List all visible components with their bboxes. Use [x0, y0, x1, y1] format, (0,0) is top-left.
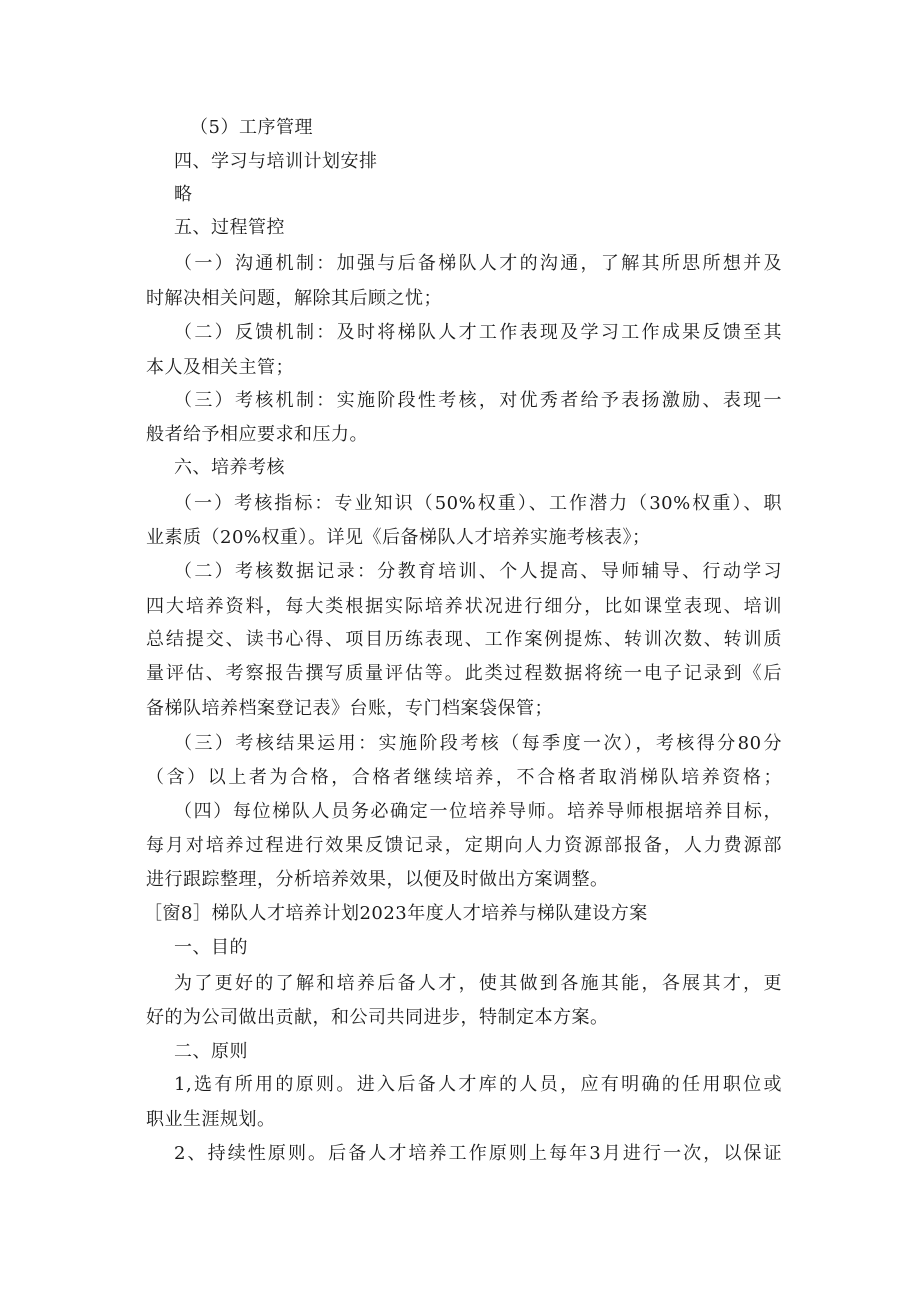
paragraph-line: 好的为公司做出贡献，和公司共同进步，特制定本方案。	[146, 1007, 609, 1028]
paragraph-line: 职业生涯规划。	[146, 1109, 276, 1130]
paragraph-line: （四）每位梯队人员务必确定一位培养导师。培养导师根据培养目标，	[174, 801, 782, 822]
paragraph-line: 般者给予相应要求和压力。	[146, 424, 368, 445]
paragraph-line: 为了更好的了解和培养后备人才，使其做到各施其能，各展其才，更	[174, 973, 782, 994]
paragraph-line: 四大培养资料，每大类根据实际培养状况进行细分，比如课堂表现、培训	[146, 596, 782, 617]
paragraph-line: （二）反馈机制：及时将梯队人才工作表现及学习工作成果反馈至其	[174, 322, 782, 343]
section-heading: 六、培养考核	[174, 457, 285, 478]
paragraph-line: （二）考核数据记录：分教育培训、个人提高、导师辅导、行动学习	[174, 561, 782, 582]
section-heading: 五、过程管控	[174, 217, 285, 238]
paragraph-line: 每月对培养过程进行效果反馈记录，定期向人力资源部报备，人力费源部	[146, 835, 782, 856]
paragraph-line: 1,选有所用的原则。进入后备人才库的人员，应有明确的任用职位或	[174, 1074, 782, 1095]
section-heading: 一、目的	[174, 937, 248, 958]
paragraph-line: 备梯队培养档案登记表》台账，专门档案袋保管；	[146, 698, 553, 719]
paragraph-line: 本人及相关主管；	[146, 357, 294, 378]
paragraph-line: 略	[174, 184, 193, 205]
section-heading: 二、原则	[174, 1041, 248, 1062]
paragraph-line: （含）以上者为合格，合格者继续培养，不合格者取消梯队培养资格；	[146, 767, 782, 788]
paragraph-line: 业素质（20%权重）。详见《后备梯队人才培养实施考核表》；	[146, 527, 651, 548]
paragraph-line: （一）沟通机制：加强与后备梯队人才的沟通，了解其所思所想并及	[174, 253, 782, 274]
paragraph-line: 量评估、考察报告撰写质量评估等。此类过程数据将统一电子记录到《后	[146, 663, 782, 684]
paragraph-line: 总结提交、读书心得、项目历练表现、工作案例提炼、转训次数、转训质	[146, 629, 782, 650]
paragraph-line: （三）考核结果运用：实施阶段考核（每季度一次），考核得分80分	[174, 733, 782, 754]
paragraph-line: 2、持续性原则。后备人才培养工作原则上每年3月进行一次，以保证	[174, 1143, 782, 1164]
paragraph-line: 进行跟踪整理，分析培养效果，以便及时做出方案调整。	[146, 869, 609, 890]
paragraph-line: 时解决相关问题，解除其后顾之忧；	[146, 288, 442, 309]
section-heading: 四、学习与培训计划安排	[174, 151, 378, 172]
subsection-heading: （5）工序管理	[190, 117, 313, 138]
paragraph-line: （三）考核机制：实施阶段性考核，对优秀者给予表扬激励、表现一	[174, 390, 782, 411]
paragraph-line: （一）考核指标：专业知识（50%权重）、工作潜力（30%权重）、职	[174, 493, 782, 514]
document-title: ［窗8］梯队人才培养计划2023年度人才培养与梯队建设方案	[144, 903, 648, 924]
